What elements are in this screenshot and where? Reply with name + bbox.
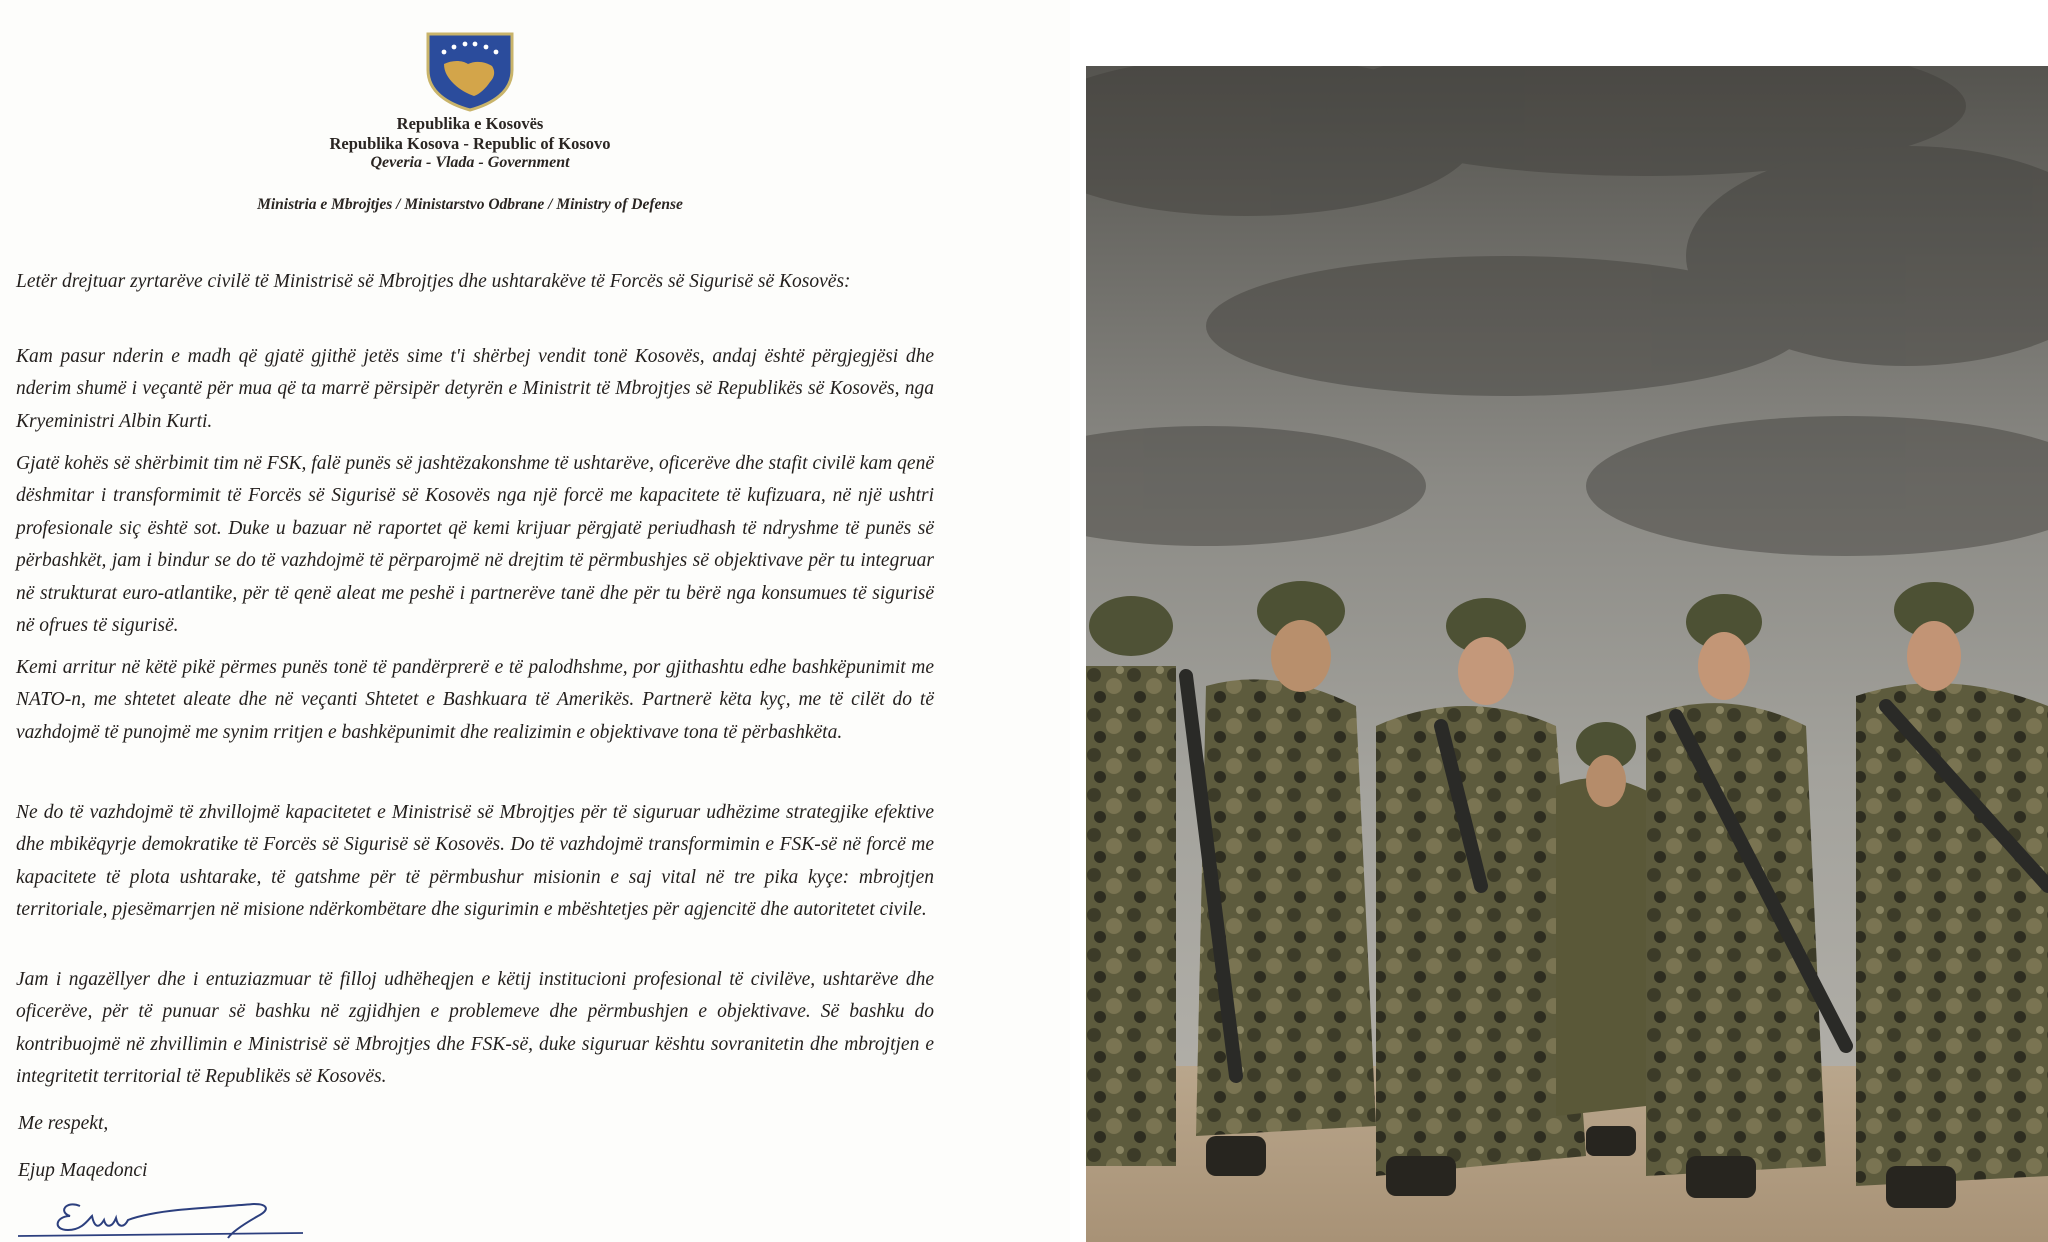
letter-paragraph: Gjatë kohës së shërbimit tim në FSK, falë punës së jashtëzakonshme të ushtarëve, oficerëve dhe stafit civilë kam qenë dëshmitar i transformimit të Forcës së Sigurisë së Kosovës nga një forcë me kapacitete të kufizuara, në një ushtri profesionale siç është sot. Duke u bazuar në raportet që kemi krijuar përgjatë periudhash të ndryshme të punës së përbashkët, jam i bindur se do të vazhdojmë të përparojmë në drejtim të përmbushjes së objektivave për tu integruar në strukturat euro-atlantike, për të qenë aleat me peshë i partnerëve tanë dhe për tu bërë nga konsumues të sigurisë në ofrues të sigurisë.: [16, 453, 934, 637]
letter-salutation: Letër drejtuar zyrtarëve civilë të Ministrisë së Mbrojtjes dhe ushtarakëve të Forcës së Sigurisë së Kosovës:: [16, 271, 851, 292]
photo-scene: [1086, 66, 2048, 1242]
ministry-title: Ministria e Mbrojtjes / Ministarstvo Odbrane / Ministry of Defense: [257, 196, 683, 213]
letter-paragraph: Jam i ngazëllyer dhe i entuziazmuar të filloj udhëheqjen e këtij institucioni profesional të civilëve, ushtarëve dhe oficerëve, për të punuar së bashku në zgjidhjen e problemeve dhe përmbushjen e objektivave. Së bashku do kontribuojmë në zhvillimin e Ministrisë së Mbrojtjes dhe FSK-së, duke siguruar kështu sovranitetin dhe mbrojtjen e integritetit territorial të Republikës së Kosovës.: [16, 969, 934, 1088]
soldiers-photo: [1086, 66, 2048, 1242]
letter-paragraph: Kam pasur nderin e madh që gjatë gjithë jetës sime t'i shërbej vendit tonë Kosovës, andaj është përgjegjësi dhe nderim shumë i veçantë për mua që ta marrë përsipër detyrën e Ministrit të Mbrojtjes së Republikës së Kosovës, nga Kryeministri Albin Kurti.: [16, 346, 934, 432]
handwritten-signature: [18, 1186, 308, 1242]
header-government: Qeveria - Vlada - Government: [370, 154, 570, 171]
letter-paragraph: Ne do të vazhdojmë të zhvillojmë kapacitetet e Ministrisë së Mbrojtjes për të siguruar udhëzime strategjike efektive dhe mbikëqyrje demokratike të Forcës së Sigurisë së Kosovës. Do të vazhdojmë transformimin e FSK-së në forcë me kapacitete të plota ushtarake, të gatshme për të përmbushur misionin e saj vital në tre pika kyçe: mbrojtjen territoriale, pjesëmarrjen në misione ndërkombëtare dhe sigurimin e mbështetjes për agjencitë dhe autoritetet civile.: [16, 802, 934, 921]
signer-name: Ejup Maqedonci: [18, 1160, 148, 1181]
header-country-serbian-english: Republika Kosova - Republic of Kosovo: [329, 134, 611, 153]
letter-paragraph: Kemi arritur në këtë pikë përmes punës tonë të pandërprerë e të palodhshme, por gjithashtu edhe bashkëpunimit me NATO-n, me shtetet aleate dhe në veçanti Shtetet e Bashkuara të Amerikës. Partnerë këta kyç, me të cilët do të vazhdojmë të punojmë me synim rritjen e bashkëpunimit dhe realizimin e objektivave tona të përbashkëta.: [16, 657, 934, 743]
letter-closing: Me respekt,: [18, 1113, 109, 1134]
kosovo-coat-of-arms-icon: [424, 30, 516, 112]
header-country-albanian: Republika e Kosovës: [396, 114, 544, 133]
